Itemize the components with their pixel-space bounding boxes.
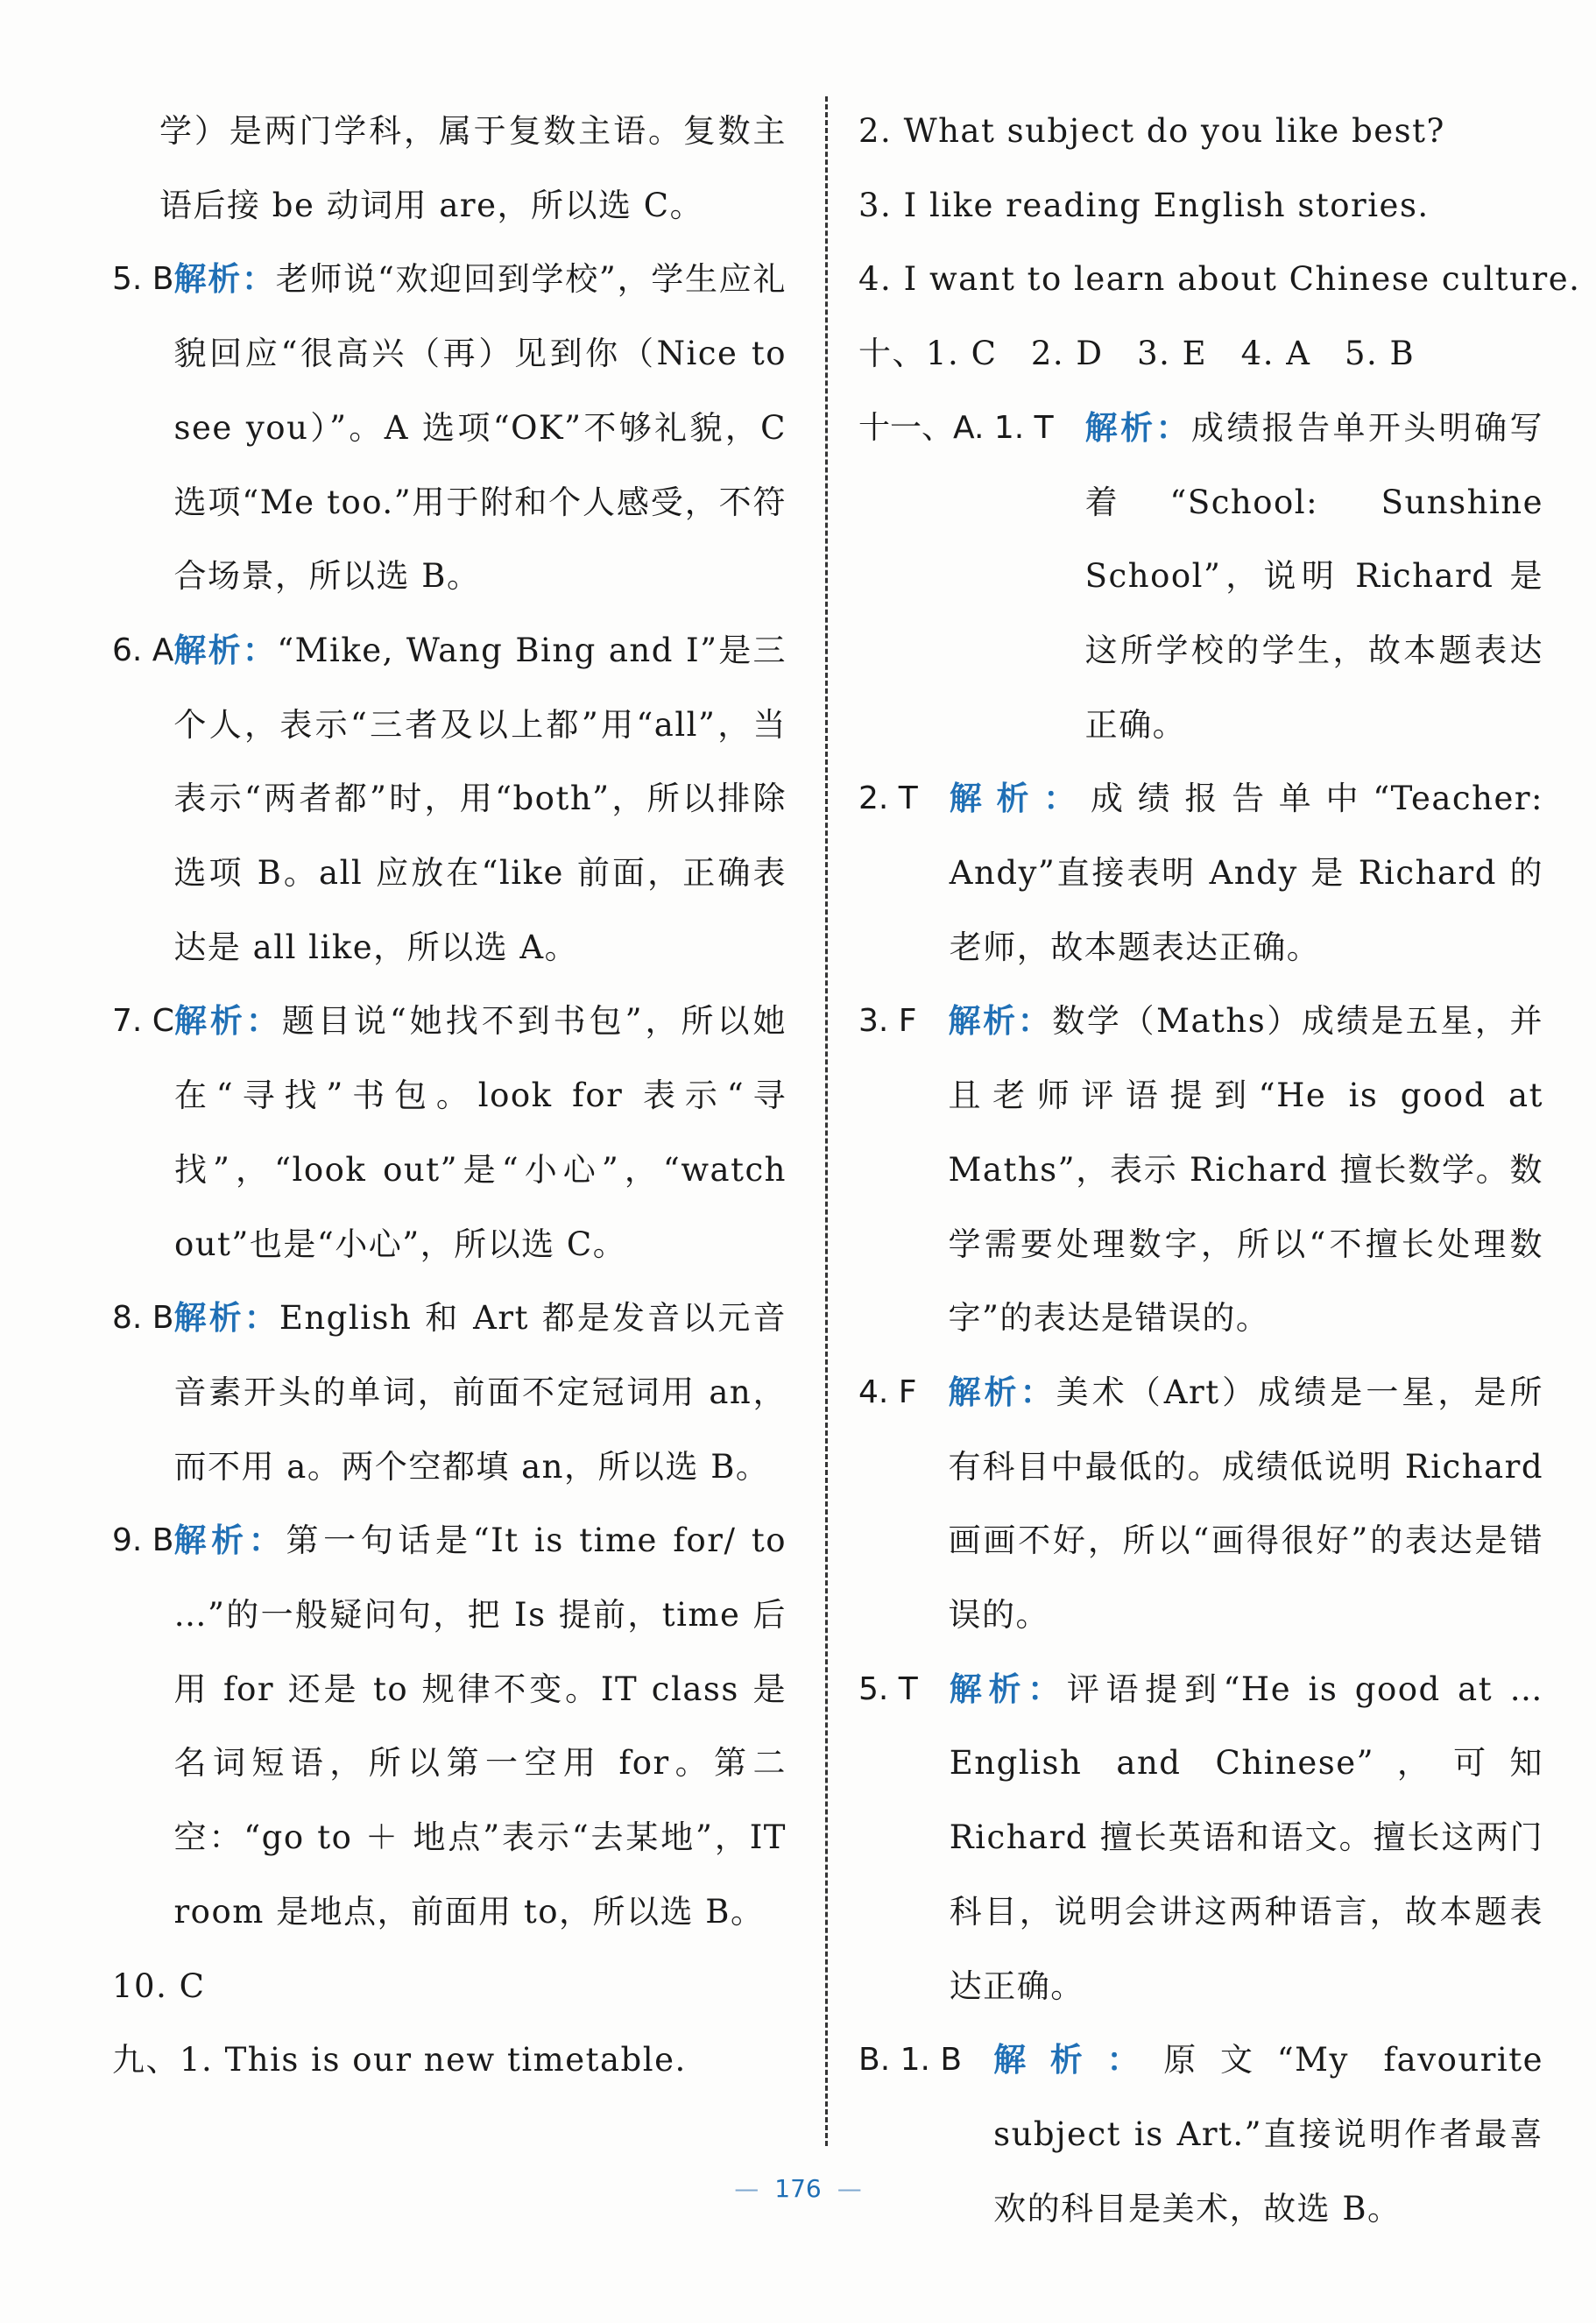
analysis-label: 解析： bbox=[993, 2041, 1164, 2079]
answer-item-7 bbox=[112, 985, 787, 1282]
section-11a-item-2 bbox=[858, 762, 1543, 985]
answer-item-10: 10. C bbox=[112, 1966, 206, 2005]
answer-item-5 bbox=[112, 243, 787, 614]
section-9-item-1: 九、1. This is our new timetable. bbox=[112, 2041, 687, 2079]
continued-explanation: 学）是两门学科，属于复数主语。复数主语后接 be 动词用 are，所以选 C。 bbox=[159, 112, 787, 224]
section-10-answers: 十、1. C 2. D 3. E 4. A 5. B bbox=[858, 335, 1416, 373]
section-11a-item-4 bbox=[858, 1356, 1543, 1653]
answer-item-9 bbox=[112, 1504, 787, 1949]
answer-number: 8. B bbox=[112, 1300, 174, 1337]
answer-number: 3. F bbox=[858, 1003, 949, 1040]
analysis-text: 评语提到“He is good at … English and Chinese”，可知 Richard 擅长英语和语文。擅长这两门科目，说明会讲这两种语言，故本题表达正确。 bbox=[949, 1670, 1544, 2005]
analysis-label: 解析： bbox=[1084, 408, 1191, 447]
analysis-text: 第一句话是“It is time for/ to …”的一般疑问句，把 Is 提前，time 后用 for 还是 to 规律不变。IT class 是名词短语，所以第一空用 for。第二空：“go to ＋ 地点”表示“去某地”，IT room 是地点，前面用 to，所以选 B。 bbox=[173, 1522, 787, 1931]
answer-number: 9. B bbox=[112, 1522, 174, 1559]
analysis-label: 解析： bbox=[173, 1002, 282, 1041]
section-11a-item-5 bbox=[858, 1653, 1543, 2024]
answer-item-8 bbox=[112, 1282, 787, 1504]
section-11b-item-1 bbox=[858, 2023, 1543, 2246]
footer-rule-left: — bbox=[734, 2174, 759, 2203]
section-11a-item-1 bbox=[858, 392, 1543, 763]
analysis-text: English 和 Art 都是发音以元音音素开头的单词，前面不定冠词用 an，而不用 a。两个空都填 an，所以选 B。 bbox=[173, 1299, 787, 1486]
analysis-text: 老师说“欢迎回到学校”，学生应礼貌回应“很高兴（再）见到你（Nice to see you）”。A 选项“OK”不够礼貌，C 选项“Me too.”用于附和个人感受，不符合场景，所以选 B。 bbox=[173, 260, 787, 596]
answer-number: 6. A bbox=[112, 632, 174, 668]
answer-number: 4. F bbox=[858, 1373, 949, 1410]
answer-number: 2. T bbox=[858, 780, 950, 817]
page-number: 176 bbox=[774, 2174, 822, 2203]
left-column bbox=[112, 95, 787, 2098]
answer-number: 5. T bbox=[858, 1670, 950, 1707]
analysis-label: 解析： bbox=[949, 1670, 1067, 1708]
answer-number: 7. C bbox=[112, 1003, 174, 1040]
right-column bbox=[858, 95, 1581, 2246]
analysis-text: 美术（Art）成绩是一星，是所有科目中最低的。成绩低说明 Richard 画画不好，所以“画得很好”的表达是错误的。 bbox=[948, 1373, 1544, 1635]
analysis-label: 解析： bbox=[173, 1299, 279, 1338]
answer-number: 十一、A. 1. T bbox=[858, 409, 1085, 446]
answer-number: B. 1. B bbox=[858, 2042, 994, 2079]
column-divider bbox=[825, 96, 828, 2146]
analysis-label: 解析： bbox=[173, 260, 276, 299]
section-9-item-4: 4. I want to learn about Chinese culture. bbox=[858, 260, 1581, 299]
answer-item-6 bbox=[112, 614, 787, 985]
analysis-text: 数学（Maths）成绩是五星，并且老师评语提到“He is good at Maths”，表示 Richard 擅长数学。数学需要处理数字，所以“不擅长处理数字”的表达是错误的。 bbox=[948, 1002, 1543, 1338]
section-9-item-2: 2. What subject do you like best? bbox=[858, 112, 1445, 150]
page-footer bbox=[0, 2174, 1596, 2203]
analysis-label: 解析： bbox=[948, 1002, 1053, 1041]
analysis-text: “Mike, Wang Bing and I”是三个人，表示“三者及以上都”用“all”，当表示“两者都”时，用“both”，所以排除选项 B。all 应放在“like 前面，正确表达是 all like，所以选 A。 bbox=[173, 631, 787, 966]
analysis-text: 成绩报告单中“Teacher: Andy”直接表明 Andy 是 Richard 的老师，故本题表达正确。 bbox=[949, 780, 1543, 966]
footer-rule-right: — bbox=[837, 2174, 862, 2203]
analysis-label: 解析： bbox=[173, 1522, 286, 1560]
section-11a-item-3 bbox=[858, 985, 1543, 1356]
analysis-text: 原文“My favourite subject is Art.”直接说明作者最喜欢的科目是美术，故选 B。 bbox=[993, 2041, 1543, 2228]
analysis-label: 解析： bbox=[949, 780, 1091, 818]
analysis-text: 题目说“她找不到书包”，所以她在“寻找”书包。look for 表示“寻找”，“look out”是“小心”，“watch out”也是“小心”，所以选 C。 bbox=[173, 1002, 787, 1263]
analysis-label: 解析： bbox=[948, 1373, 1056, 1411]
analysis-label: 解析： bbox=[173, 631, 278, 669]
answer-number: 5. B bbox=[112, 261, 174, 298]
section-9-item-3: 3. I like reading English stories. bbox=[858, 186, 1430, 224]
analysis-text: 成绩报告单开头明确写着“School: Sunshine School”，说明 Richard 是这所学校的学生，故本题表达正确。 bbox=[1084, 408, 1544, 744]
